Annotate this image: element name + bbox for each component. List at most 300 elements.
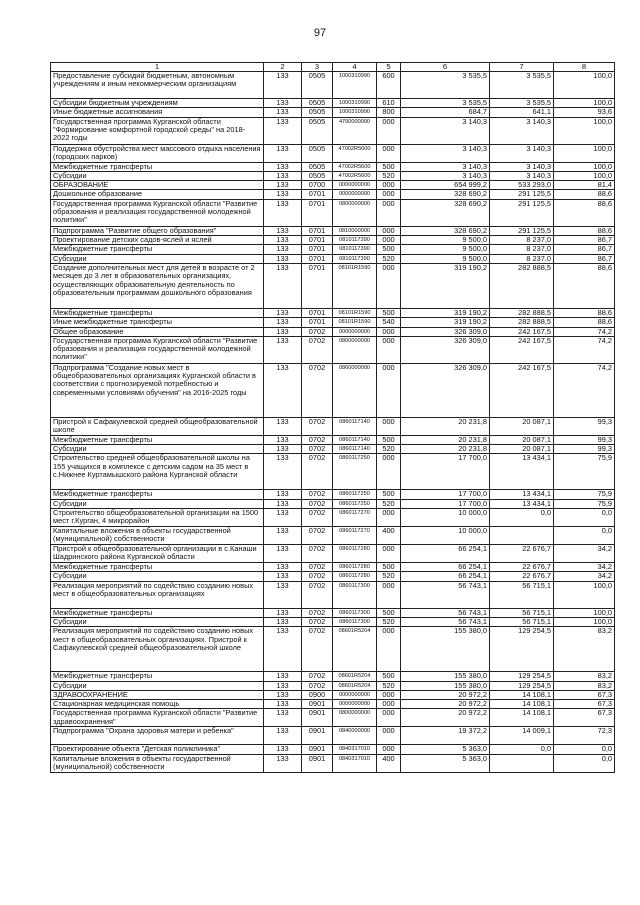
expense-type-cell: 000 <box>377 727 401 745</box>
table-row <box>51 327 615 336</box>
actual-amount-cell: 242 167,5 <box>490 363 554 417</box>
target-article-cell: 47002R5600 <box>333 171 377 180</box>
target-article-cell: 4700000000 <box>333 117 377 144</box>
expense-type-cell: 520 <box>377 681 401 690</box>
section-code-cell: 0701 <box>302 236 333 245</box>
row-name-cell: Государственная программа Курганской области "Развитие образования и реализация государственной молодежной политики" <box>51 336 264 363</box>
row-name-cell: Государственная программа Курганской области "Формирование комфортной городской среды" на 2018-2022 годы <box>51 117 264 144</box>
percent-cell: 93,6 <box>554 108 615 117</box>
row-name-cell: Межбюджетные трансферты <box>51 563 264 572</box>
percent-cell: 100,0 <box>554 99 615 108</box>
target-article-cell: 0800000000 <box>333 336 377 363</box>
target-article-cell: 0860117280 <box>333 545 377 563</box>
plan-amount-cell: 684,7 <box>401 108 490 117</box>
target-article-cell: 0860117250 <box>333 454 377 490</box>
actual-amount-cell: 3 535,5 <box>490 99 554 108</box>
percent-cell: 74,2 <box>554 327 615 336</box>
actual-amount-cell: 14 108,1 <box>490 700 554 709</box>
actual-amount-cell: 22 676,7 <box>490 545 554 563</box>
expense-type-cell: 520 <box>377 254 401 263</box>
column-header-2: 2 <box>264 63 302 72</box>
ministry-code-cell: 133 <box>264 681 302 690</box>
section-code-cell: 0901 <box>302 754 333 772</box>
row-name-cell: Субсидии <box>51 171 264 180</box>
actual-amount-cell: 641,1 <box>490 108 554 117</box>
column-header-8: 8 <box>554 63 615 72</box>
actual-amount-cell: 8 237,0 <box>490 254 554 263</box>
percent-cell: 86,7 <box>554 236 615 245</box>
percent-cell: 67,3 <box>554 709 615 727</box>
target-article-cell: 08101R1590 <box>333 318 377 327</box>
row-name-cell: Подпрограмма "Охрана здоровья матери и ребенка" <box>51 727 264 745</box>
plan-amount-cell: 9 500,0 <box>401 245 490 254</box>
target-article-cell: 0860117250 <box>333 499 377 508</box>
actual-amount-cell: 20 087,1 <box>490 435 554 444</box>
percent-cell: 67,3 <box>554 700 615 709</box>
plan-amount-cell: 20 231,8 <box>401 445 490 454</box>
actual-amount-cell: 22 676,7 <box>490 572 554 581</box>
plan-amount-cell: 5 363,0 <box>401 745 490 754</box>
ministry-code-cell: 133 <box>264 190 302 199</box>
column-header-7: 7 <box>490 63 554 72</box>
section-code-cell: 0702 <box>302 572 333 581</box>
actual-amount-cell: 291 125,5 <box>490 226 554 235</box>
actual-amount-cell: 282 888,5 <box>490 263 554 308</box>
row-name-cell: Межбюджетные трансферты <box>51 608 264 617</box>
actual-amount-cell: 13 434,1 <box>490 490 554 499</box>
target-article-cell: 47002R5600 <box>333 144 377 162</box>
percent-cell: 88,6 <box>554 263 615 308</box>
table-row <box>51 117 615 144</box>
row-name-cell: ЗДРАВООХРАНЕНИЕ <box>51 690 264 699</box>
target-article-cell: 0800000000 <box>333 199 377 226</box>
target-article-cell: 0860117140 <box>333 445 377 454</box>
row-name-cell: Капитальные вложения в объекты государственной (муниципальной) собственности <box>51 527 264 545</box>
section-code-cell: 0702 <box>302 509 333 527</box>
section-code-cell: 0700 <box>302 181 333 190</box>
percent-cell: 88,6 <box>554 318 615 327</box>
percent-cell: 88,6 <box>554 308 615 317</box>
ministry-code-cell: 133 <box>264 181 302 190</box>
target-article-cell: 0860117140 <box>333 417 377 435</box>
target-article-cell: 0860117300 <box>333 617 377 626</box>
ministry-code-cell: 133 <box>264 509 302 527</box>
plan-amount-cell: 326 309,0 <box>401 327 490 336</box>
plan-amount-cell: 20 972,2 <box>401 709 490 727</box>
table-row <box>51 336 615 363</box>
target-article-cell: 08601R5204 <box>333 681 377 690</box>
expense-type-cell: 000 <box>377 417 401 435</box>
plan-amount-cell: 3 140,3 <box>401 171 490 180</box>
ministry-code-cell: 133 <box>264 117 302 144</box>
row-name-cell: Проектирование детских садов-яслей и яслей <box>51 236 264 245</box>
plan-amount-cell: 66 254,1 <box>401 572 490 581</box>
ministry-code-cell: 133 <box>264 336 302 363</box>
table-row <box>51 417 615 435</box>
expense-type-cell: 000 <box>377 190 401 199</box>
table-row <box>51 700 615 709</box>
ministry-code-cell: 133 <box>264 245 302 254</box>
percent-cell: 100,0 <box>554 117 615 144</box>
ministry-code-cell: 133 <box>264 700 302 709</box>
expense-type-cell: 610 <box>377 99 401 108</box>
table-row <box>51 226 615 235</box>
expense-type-cell: 500 <box>377 490 401 499</box>
actual-amount-cell: 56 715,1 <box>490 617 554 626</box>
section-code-cell: 0505 <box>302 144 333 162</box>
table-row <box>51 263 615 308</box>
percent-cell: 67,3 <box>554 690 615 699</box>
section-code-cell: 0702 <box>302 627 333 672</box>
ministry-code-cell: 133 <box>264 108 302 117</box>
table-row <box>51 318 615 327</box>
table-body <box>51 72 615 773</box>
expense-type-cell: 400 <box>377 527 401 545</box>
target-article-cell: 0800000000 <box>333 709 377 727</box>
section-code-cell: 0701 <box>302 254 333 263</box>
table-row <box>51 199 615 226</box>
table-row <box>51 236 615 245</box>
expense-type-cell: 000 <box>377 700 401 709</box>
row-name-cell: Предоставление субсидий бюджетным, автономным учреждениям и иным некоммерческим организациям <box>51 72 264 99</box>
ministry-code-cell: 133 <box>264 672 302 681</box>
table-row <box>51 745 615 754</box>
table-row <box>51 144 615 162</box>
expense-type-cell: 500 <box>377 563 401 572</box>
table-row <box>51 245 615 254</box>
ministry-code-cell: 133 <box>264 454 302 490</box>
column-header-5: 5 <box>377 63 401 72</box>
section-code-cell: 0702 <box>302 527 333 545</box>
column-header-3: 3 <box>302 63 333 72</box>
section-code-cell: 0702 <box>302 435 333 444</box>
target-article-cell: 0810117390 <box>333 236 377 245</box>
plan-amount-cell: 56 743,1 <box>401 608 490 617</box>
row-name-cell: Межбюджетные трансферты <box>51 308 264 317</box>
ministry-code-cell: 133 <box>264 581 302 608</box>
table-row <box>51 608 615 617</box>
table-row <box>51 445 615 454</box>
percent-cell: 88,6 <box>554 226 615 235</box>
percent-cell: 0,0 <box>554 745 615 754</box>
section-code-cell: 0702 <box>302 563 333 572</box>
plan-amount-cell: 319 190,2 <box>401 308 490 317</box>
ministry-code-cell: 133 <box>264 199 302 226</box>
table-row <box>51 171 615 180</box>
row-name-cell: Субсидии <box>51 617 264 626</box>
expense-type-cell: 520 <box>377 499 401 508</box>
section-code-cell: 0702 <box>302 327 333 336</box>
actual-amount-cell: 242 167,5 <box>490 327 554 336</box>
row-name-cell: Пристрой к Сафакулевской средней общеобразовательной школе <box>51 417 264 435</box>
expense-type-cell: 520 <box>377 572 401 581</box>
actual-amount-cell: 291 125,5 <box>490 190 554 199</box>
actual-amount-cell: 14 108,1 <box>490 709 554 727</box>
section-code-cell: 0701 <box>302 308 333 317</box>
percent-cell: 75,9 <box>554 499 615 508</box>
table-row <box>51 490 615 499</box>
target-article-cell: 1000310990 <box>333 99 377 108</box>
row-name-cell: Межбюджетные трансферты <box>51 672 264 681</box>
plan-amount-cell: 3 535,5 <box>401 99 490 108</box>
plan-amount-cell: 155 380,0 <box>401 627 490 672</box>
table-row <box>51 162 615 171</box>
actual-amount-cell: 20 087,1 <box>490 417 554 435</box>
target-article-cell: 0000000000 <box>333 690 377 699</box>
percent-cell: 83,2 <box>554 627 615 672</box>
percent-cell: 34,2 <box>554 545 615 563</box>
percent-cell: 83,2 <box>554 681 615 690</box>
expense-type-cell: 000 <box>377 199 401 226</box>
ministry-code-cell: 133 <box>264 226 302 235</box>
target-article-cell: 0000000000 <box>333 327 377 336</box>
percent-cell: 88,6 <box>554 190 615 199</box>
ministry-code-cell: 133 <box>264 308 302 317</box>
table-header-row <box>51 63 615 72</box>
plan-amount-cell: 319 190,2 <box>401 318 490 327</box>
ministry-code-cell: 133 <box>264 363 302 417</box>
table-row <box>51 435 615 444</box>
section-code-cell: 0505 <box>302 99 333 108</box>
section-code-cell: 0702 <box>302 617 333 626</box>
row-name-cell: Субсидии бюджетным учреждениям <box>51 99 264 108</box>
target-article-cell: 0860117140 <box>333 435 377 444</box>
ministry-code-cell: 133 <box>264 417 302 435</box>
row-name-cell: Межбюджетные трансферты <box>51 162 264 171</box>
actual-amount-cell <box>490 754 554 772</box>
actual-amount-cell: 0,0 <box>490 509 554 527</box>
expense-type-cell: 500 <box>377 435 401 444</box>
actual-amount-cell: 533 293,0 <box>490 181 554 190</box>
expense-type-cell: 000 <box>377 263 401 308</box>
ministry-code-cell: 133 <box>264 263 302 308</box>
target-article-cell: 0860117280 <box>333 572 377 581</box>
ministry-code-cell: 133 <box>264 745 302 754</box>
ministry-code-cell: 133 <box>264 445 302 454</box>
row-name-cell: Межбюджетные трансферты <box>51 435 264 444</box>
plan-amount-cell: 17 700,0 <box>401 499 490 508</box>
table-row <box>51 627 615 672</box>
expense-type-cell: 000 <box>377 236 401 245</box>
row-name-cell: Субсидии <box>51 681 264 690</box>
row-name-cell: Подпрограмма "Создание новых мест в общеобразовательных организациях Курганской области в соответствии с прогнозируемой потребностью и современными условиями обучения" на 2016-2025 годы <box>51 363 264 417</box>
target-article-cell: 08101R1590 <box>333 263 377 308</box>
plan-amount-cell: 19 372,2 <box>401 727 490 745</box>
row-name-cell: Иные бюджетные ассигнования <box>51 108 264 117</box>
row-name-cell: Реализация мероприятий по содействию созданию новых мест в общеобразовательных организациях. Пристрой к Сафакулевской средней общеобразовательной школе <box>51 627 264 672</box>
section-code-cell: 0702 <box>302 490 333 499</box>
ministry-code-cell: 133 <box>264 490 302 499</box>
expense-type-cell: 500 <box>377 672 401 681</box>
section-code-cell: 0505 <box>302 162 333 171</box>
section-code-cell: 0505 <box>302 108 333 117</box>
ministry-code-cell: 133 <box>264 754 302 772</box>
actual-amount-cell: 282 888,5 <box>490 318 554 327</box>
target-article-cell: 0840317010 <box>333 745 377 754</box>
table-row <box>51 72 615 99</box>
section-code-cell: 0701 <box>302 199 333 226</box>
actual-amount-cell: 129 254,5 <box>490 627 554 672</box>
plan-amount-cell: 56 743,1 <box>401 617 490 626</box>
actual-amount-cell: 129 254,5 <box>490 672 554 681</box>
target-article-cell: 0860117270 <box>333 509 377 527</box>
section-code-cell: 0702 <box>302 581 333 608</box>
section-code-cell: 0702 <box>302 445 333 454</box>
expense-type-cell: 000 <box>377 627 401 672</box>
table-row <box>51 509 615 527</box>
column-header-4: 4 <box>333 63 377 72</box>
row-name-cell: Государственная программа Курганской области "Развитие здравоохранения" <box>51 709 264 727</box>
section-code-cell: 0702 <box>302 454 333 490</box>
section-code-cell: 0702 <box>302 499 333 508</box>
plan-amount-cell: 9 500,0 <box>401 254 490 263</box>
row-name-cell: Реализация мероприятий по содействию созданию новых мест в общеобразовательных организациях <box>51 581 264 608</box>
ministry-code-cell: 133 <box>264 435 302 444</box>
ministry-code-cell: 133 <box>264 527 302 545</box>
ministry-code-cell: 133 <box>264 318 302 327</box>
section-code-cell: 0702 <box>302 363 333 417</box>
plan-amount-cell: 155 380,0 <box>401 681 490 690</box>
row-name-cell: Строительство общеобразовательной организации на 1500 мест г.Курган, 4 микрорайон <box>51 509 264 527</box>
target-article-cell: 0000000000 <box>333 700 377 709</box>
expense-type-cell: 000 <box>377 327 401 336</box>
column-header-6: 6 <box>401 63 490 72</box>
ministry-code-cell: 133 <box>264 617 302 626</box>
actual-amount-cell: 56 715,1 <box>490 581 554 608</box>
row-name-cell: ОБРАЗОВАНИЕ <box>51 181 264 190</box>
plan-amount-cell: 328 690,2 <box>401 199 490 226</box>
row-name-cell: Межбюджетные трансферты <box>51 490 264 499</box>
plan-amount-cell: 3 140,3 <box>401 117 490 144</box>
plan-amount-cell: 328 690,2 <box>401 226 490 235</box>
ministry-code-cell: 133 <box>264 545 302 563</box>
table-row <box>51 181 615 190</box>
row-name-cell: Создание дополнительных мест для детей в возрасте от 2 месяцев до 3 лет в образовательных организациях, осуществляющих образовательную деятельность по образовательным программам дошкольного образования <box>51 263 264 308</box>
actual-amount-cell: 13 434,1 <box>490 454 554 490</box>
row-name-cell: Государственная программа Курганской области "Развитие образования и реализация государственной молодежной политики" <box>51 199 264 226</box>
row-name-cell: Общее образование <box>51 327 264 336</box>
table-row <box>51 527 615 545</box>
ministry-code-cell: 133 <box>264 162 302 171</box>
table-row <box>51 672 615 681</box>
actual-amount-cell: 3 535,5 <box>490 72 554 99</box>
row-name-cell: Пристрой к общеобразовательной организации в с.Канаши Шадринского района Курганской области <box>51 545 264 563</box>
actual-amount-cell: 20 087,1 <box>490 445 554 454</box>
section-code-cell: 0702 <box>302 417 333 435</box>
section-code-cell: 0701 <box>302 318 333 327</box>
actual-amount-cell: 56 715,1 <box>490 608 554 617</box>
percent-cell: 100,0 <box>554 608 615 617</box>
target-article-cell: 0810000000 <box>333 226 377 235</box>
target-article-cell: 0810117390 <box>333 254 377 263</box>
expense-type-cell: 000 <box>377 144 401 162</box>
percent-cell: 74,2 <box>554 336 615 363</box>
actual-amount-cell <box>490 527 554 545</box>
percent-cell: 86,7 <box>554 254 615 263</box>
table-row <box>51 581 615 608</box>
expense-type-cell: 520 <box>377 171 401 180</box>
expense-type-cell: 000 <box>377 117 401 144</box>
section-code-cell: 0901 <box>302 745 333 754</box>
percent-cell: 88,6 <box>554 199 615 226</box>
target-article-cell: 1000310990 <box>333 72 377 99</box>
actual-amount-cell: 3 140,3 <box>490 171 554 180</box>
ministry-code-cell: 133 <box>264 627 302 672</box>
percent-cell: 81,4 <box>554 181 615 190</box>
percent-cell: 100,0 <box>554 162 615 171</box>
percent-cell: 100,0 <box>554 581 615 608</box>
target-article-cell: 08601R5204 <box>333 627 377 672</box>
row-name-cell: Субсидии <box>51 445 264 454</box>
percent-cell: 72,3 <box>554 727 615 745</box>
section-code-cell: 0701 <box>302 263 333 308</box>
actual-amount-cell: 3 140,3 <box>490 144 554 162</box>
target-article-cell: 47002R5600 <box>333 162 377 171</box>
plan-amount-cell: 66 254,1 <box>401 563 490 572</box>
ministry-code-cell: 133 <box>264 563 302 572</box>
plan-amount-cell: 66 254,1 <box>401 545 490 563</box>
plan-amount-cell: 9 500,0 <box>401 236 490 245</box>
percent-cell: 34,2 <box>554 563 615 572</box>
expense-type-cell: 000 <box>377 336 401 363</box>
table-row <box>51 108 615 117</box>
ministry-code-cell: 133 <box>264 727 302 745</box>
target-article-cell: 0810117390 <box>333 245 377 254</box>
expense-type-cell: 540 <box>377 318 401 327</box>
expense-type-cell: 000 <box>377 509 401 527</box>
plan-amount-cell: 5 363,0 <box>401 754 490 772</box>
ministry-code-cell: 133 <box>264 171 302 180</box>
expense-type-cell: 500 <box>377 608 401 617</box>
percent-cell: 0,0 <box>554 509 615 527</box>
row-name-cell: Стационарная медицинская помощь <box>51 700 264 709</box>
expense-type-cell: 520 <box>377 445 401 454</box>
table-row <box>51 308 615 317</box>
percent-cell: 74,2 <box>554 363 615 417</box>
table-row <box>51 709 615 727</box>
target-article-cell: 08601R5204 <box>333 672 377 681</box>
plan-amount-cell: 17 700,0 <box>401 454 490 490</box>
target-article-cell: 0840317010 <box>333 754 377 772</box>
expense-type-cell: 500 <box>377 162 401 171</box>
plan-amount-cell: 17 700,0 <box>401 490 490 499</box>
percent-cell: 0,0 <box>554 754 615 772</box>
expense-type-cell: 400 <box>377 754 401 772</box>
table-row <box>51 617 615 626</box>
ministry-code-cell: 133 <box>264 709 302 727</box>
plan-amount-cell: 10 000,0 <box>401 509 490 527</box>
section-code-cell: 0701 <box>302 226 333 235</box>
row-name-cell: Субсидии <box>51 254 264 263</box>
percent-cell: 75,9 <box>554 454 615 490</box>
plan-amount-cell: 20 972,2 <box>401 690 490 699</box>
actual-amount-cell: 242 167,5 <box>490 336 554 363</box>
expense-type-cell: 800 <box>377 108 401 117</box>
expense-type-cell: 000 <box>377 545 401 563</box>
plan-amount-cell: 326 309,0 <box>401 336 490 363</box>
row-name-cell: Подпрограмма "Развитие общего образования" <box>51 226 264 235</box>
percent-cell: 99,3 <box>554 435 615 444</box>
ministry-code-cell: 133 <box>264 327 302 336</box>
target-article-cell: 0860117250 <box>333 490 377 499</box>
percent-cell: 34,2 <box>554 572 615 581</box>
plan-amount-cell: 20 231,8 <box>401 417 490 435</box>
ministry-code-cell: 133 <box>264 254 302 263</box>
row-name-cell: Проектирование объекта "Детская поликлиника" <box>51 745 264 754</box>
budget-table <box>50 62 615 773</box>
ministry-code-cell: 133 <box>264 690 302 699</box>
expense-type-cell: 520 <box>377 617 401 626</box>
